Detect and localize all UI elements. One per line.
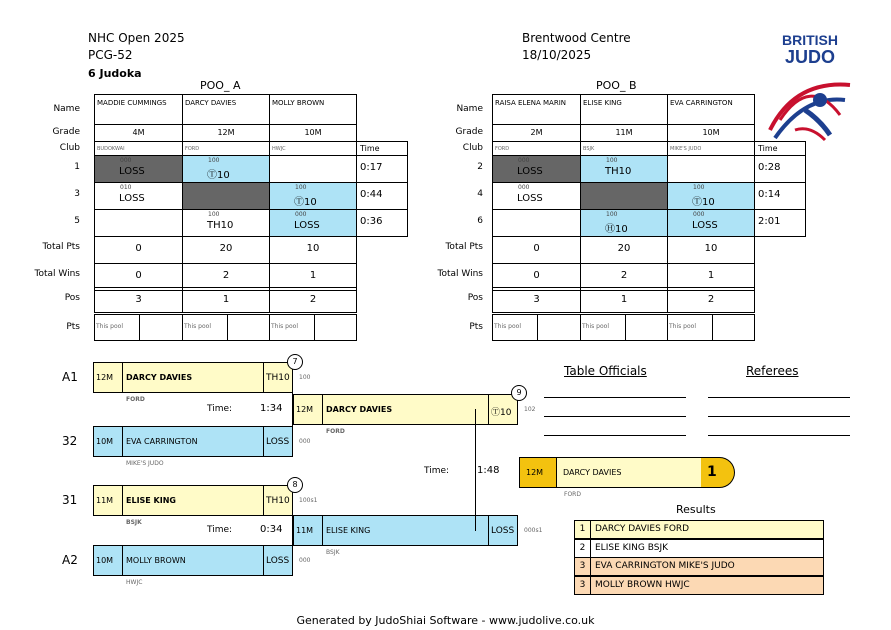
this-pool-cell	[580, 314, 668, 341]
entry-grade: 11M	[293, 515, 323, 546]
bout-result-cell	[492, 155, 581, 183]
total-pts: 10	[667, 236, 755, 264]
club-label: Club	[462, 143, 483, 153]
bracket-line	[292, 377, 293, 441]
this-pool-label: This pool	[271, 323, 298, 330]
player-name-cell	[667, 94, 755, 125]
position: 2	[269, 287, 357, 313]
player-grade: 4M	[94, 124, 183, 142]
empty-cell	[580, 182, 668, 210]
total-pts-label: Total Pts	[445, 242, 483, 252]
score-detail: 100	[208, 157, 220, 164]
score-detail: 100	[295, 184, 307, 191]
entry-name: EVA CARRINGTON	[122, 426, 264, 457]
total-wins-label: Total Wins	[34, 269, 80, 279]
player-grade: 2M	[492, 124, 581, 142]
pts-label: Pts	[469, 322, 483, 332]
bout-result-cell	[182, 155, 270, 183]
empty-cell	[94, 209, 183, 237]
score-detail: 000	[295, 211, 307, 218]
british-judo-logo: BRITISH JUDO	[782, 32, 838, 67]
position: 2	[667, 287, 755, 313]
bout-result-cell	[269, 182, 357, 210]
score-detail: 000	[693, 211, 705, 218]
divider	[139, 315, 140, 340]
result-row	[574, 539, 824, 558]
match-number: 7	[287, 354, 303, 370]
total-wins: 0	[94, 263, 183, 291]
entry-result: Ⓣ10	[488, 394, 518, 425]
score-detail: 100	[693, 184, 705, 191]
signature-line	[708, 397, 850, 398]
winner-club: FORD	[564, 491, 581, 498]
result-name: ELISE KING BSJK	[595, 542, 669, 553]
player-club: FORD	[182, 141, 270, 156]
position: 3	[492, 287, 581, 313]
entry-club: HWJC	[126, 579, 143, 586]
bout-number: 4	[477, 189, 483, 199]
this-pool-cell	[667, 314, 755, 341]
score-detail: 100	[606, 157, 618, 164]
entry-grade: 11M	[93, 485, 123, 516]
winner-name: DARCY DAVIES	[556, 457, 702, 488]
bout-number: 2	[477, 162, 483, 172]
player-name: DARCY DAVIES	[185, 99, 237, 107]
divider	[625, 315, 626, 340]
signature-line	[708, 435, 850, 436]
total-wins: 2	[182, 263, 270, 291]
seed-label: A2	[62, 553, 78, 567]
result-row	[574, 520, 824, 539]
bout-result: LOSS	[294, 220, 320, 231]
empty-cell	[182, 182, 270, 210]
bout-result-cell	[94, 182, 183, 210]
entry-score-detail: 100s1	[299, 497, 318, 504]
seed-label: 32	[62, 434, 78, 448]
category: PCG-52	[88, 48, 133, 62]
entry-name: ELISE KING	[122, 485, 264, 516]
bout-time: 0:14	[754, 182, 806, 210]
bout-result-cell	[580, 155, 668, 183]
seed-label: A1	[62, 370, 78, 384]
player-name-cell	[182, 94, 270, 125]
divider	[314, 315, 315, 340]
entry-club: BSJK	[326, 549, 340, 556]
event-date: 18/10/2025	[522, 48, 592, 62]
name-label: Name	[456, 104, 483, 114]
time-label: Time:	[207, 525, 233, 535]
total-wins: 0	[492, 263, 581, 291]
signature-line	[544, 416, 686, 417]
player-grade: 10M	[667, 124, 755, 142]
entry-name: ELISE KING	[322, 515, 489, 546]
bracket-line	[475, 409, 476, 531]
winner-grade: 12M	[519, 457, 557, 488]
this-pool-cell	[94, 314, 183, 341]
entry-score-detail: 000	[299, 557, 311, 564]
result-row	[574, 576, 824, 595]
entry-name: MOLLY BROWN	[122, 545, 264, 576]
result-name: MOLLY BROWN HWJC	[595, 579, 690, 590]
player-name: MOLLY BROWN	[272, 99, 325, 107]
club-label: Club	[59, 143, 80, 153]
entry-name: DARCY DAVIES	[122, 362, 264, 393]
total-wins: 1	[269, 263, 357, 291]
entry-name: DARCY DAVIES	[322, 394, 489, 425]
this-pool-label: This pool	[184, 323, 211, 330]
bout-time: 0:36	[356, 209, 408, 237]
position: 1	[182, 287, 270, 313]
bracket-line	[292, 500, 293, 561]
entry-score-detail: 102	[524, 406, 536, 413]
result-position: 3	[575, 558, 591, 575]
player-club: MIKE'S JUDO	[667, 141, 755, 156]
total-pts: 20	[580, 236, 668, 264]
event-title: NHC Open 2025	[88, 31, 185, 45]
total-wins: 2	[580, 263, 668, 291]
entry-grade: 12M	[293, 394, 323, 425]
position: 3	[94, 287, 183, 313]
result-position: 2	[575, 540, 591, 557]
player-name: ELISE KING	[583, 99, 622, 107]
result-name: DARCY DAVIES FORD	[595, 524, 690, 534]
bout-result: LOSS	[517, 166, 543, 177]
bout-result: TH10	[605, 166, 632, 177]
player-grade: 11M	[580, 124, 668, 142]
score-detail: 000	[518, 157, 530, 164]
bout-result: LOSS	[692, 220, 718, 231]
total-wins: 1	[667, 263, 755, 291]
player-club: HWJC	[269, 141, 357, 156]
entry-club: FORD	[326, 428, 345, 435]
empty-cell	[667, 155, 755, 183]
grade-label: Grade	[52, 127, 80, 137]
this-pool-cell	[492, 314, 581, 341]
judoka-logo-icon	[765, 70, 855, 145]
this-pool-label: This pool	[96, 323, 123, 330]
score-detail: 100	[606, 211, 618, 218]
entry-score-detail: 000s1	[524, 527, 543, 534]
this-pool-cell	[182, 314, 270, 341]
signature-line	[544, 397, 686, 398]
player-name: MADDIE CUMMINGS	[97, 99, 167, 107]
entry-club: BSJK	[126, 519, 142, 526]
empty-cell	[492, 209, 581, 237]
time-label: Time:	[207, 404, 233, 414]
player-name-cell	[580, 94, 668, 125]
bout-result: LOSS	[119, 193, 145, 204]
entry-club: FORD	[126, 396, 145, 403]
time-label: Time:	[424, 466, 450, 476]
this-pool-label: This pool	[669, 323, 696, 330]
divider	[537, 315, 538, 340]
time-header: Time	[754, 141, 806, 156]
entry-result: LOSS	[263, 426, 293, 457]
result-position: 3	[575, 577, 591, 594]
bout-time: 0:28	[754, 155, 806, 183]
result-row	[574, 557, 824, 576]
player-club: BSJK	[580, 141, 668, 156]
entry-score-detail: 100	[299, 374, 311, 381]
seed-label: 31	[62, 493, 78, 507]
winner-place: 1	[701, 457, 735, 488]
position: 1	[580, 287, 668, 313]
player-name-cell	[94, 94, 183, 125]
result-position: 1	[575, 521, 591, 538]
bout-time: 2:01	[754, 209, 806, 237]
this-pool-label: This pool	[494, 323, 521, 330]
entry-result: LOSS	[488, 515, 518, 546]
bout-result-cell	[667, 182, 755, 210]
player-grade: 12M	[182, 124, 270, 142]
pts-label: Pts	[66, 322, 80, 332]
bout-result-cell	[580, 209, 668, 237]
player-name: EVA CARRINGTON	[670, 99, 733, 107]
judoka-count: 6 Judoka	[88, 67, 142, 80]
entry-grade: 10M	[93, 426, 123, 457]
pool-b-title: POO_ B	[596, 79, 637, 92]
divider	[227, 315, 228, 340]
venue: Brentwood Centre	[522, 31, 631, 45]
match-time: 0:34	[260, 524, 283, 535]
entry-result: LOSS	[263, 545, 293, 576]
bout-result: TH10	[207, 220, 234, 231]
result-name: EVA CARRINGTON MIKE'S JUDO	[595, 561, 735, 571]
player-grade: 10M	[269, 124, 357, 142]
bout-result: Ⓣ10	[294, 197, 317, 208]
bout-result-cell	[269, 209, 357, 237]
bout-result: Ⓗ10	[605, 224, 628, 235]
bout-result: Ⓣ10	[692, 197, 715, 208]
footer: Generated by JudoShiai Software - www.judolive.co.uk	[296, 614, 595, 627]
bout-number: 6	[477, 216, 483, 226]
score-detail: 000	[518, 184, 530, 191]
total-pts-label: Total Pts	[42, 242, 80, 252]
total-pts: 0	[492, 236, 581, 264]
total-pts: 10	[269, 236, 357, 264]
entry-grade: 12M	[93, 362, 123, 393]
referees-heading: Referees	[746, 364, 799, 378]
grade-label: Grade	[455, 127, 483, 137]
this-pool-cell	[269, 314, 357, 341]
entry-result: TH10	[263, 362, 293, 393]
bout-number: 1	[74, 162, 80, 172]
player-name-cell	[492, 94, 581, 125]
empty-cell	[269, 155, 357, 183]
name-label: Name	[53, 104, 80, 114]
entry-grade: 10M	[93, 545, 123, 576]
entry-score-detail: 000	[299, 438, 311, 445]
bout-time: 0:17	[356, 155, 408, 183]
score-detail: 100	[208, 211, 220, 218]
table-officials-heading: Table Officials	[564, 364, 647, 378]
bout-result: Ⓣ10	[207, 170, 230, 181]
entry-result: TH10	[263, 485, 293, 516]
bout-result: LOSS	[119, 166, 145, 177]
score-detail: 000	[120, 157, 132, 164]
match-number: 9	[511, 385, 527, 401]
position-label: Pos	[64, 293, 80, 303]
signature-line	[544, 435, 686, 436]
player-club: FORD	[492, 141, 581, 156]
pool-a-title: POO_ A	[200, 79, 241, 92]
player-name-cell	[269, 94, 357, 125]
divider	[712, 315, 713, 340]
match-time: 1:34	[260, 403, 283, 414]
score-detail: 010	[120, 184, 132, 191]
bout-result: LOSS	[517, 193, 543, 204]
total-pts: 20	[182, 236, 270, 264]
bout-result-cell	[94, 155, 183, 183]
signature-line	[708, 416, 850, 417]
match-time: 1:48	[477, 465, 500, 476]
bout-result-cell	[492, 182, 581, 210]
bout-number: 5	[74, 216, 80, 226]
bout-number: 3	[74, 189, 80, 199]
this-pool-label: This pool	[582, 323, 609, 330]
player-club: BUDOKWAI	[94, 141, 183, 156]
bout-result-cell	[182, 209, 270, 237]
results-title: Results	[676, 503, 716, 516]
position-label: Pos	[467, 293, 483, 303]
bout-time: 0:44	[356, 182, 408, 210]
bout-result-cell	[667, 209, 755, 237]
total-pts: 0	[94, 236, 183, 264]
player-name: RAISA ELENA MARIN	[495, 99, 567, 107]
match-number: 8	[287, 477, 303, 493]
entry-club: MIKE'S JUDO	[126, 460, 164, 467]
total-wins-label: Total Wins	[437, 269, 483, 279]
time-header: Time	[356, 141, 408, 156]
